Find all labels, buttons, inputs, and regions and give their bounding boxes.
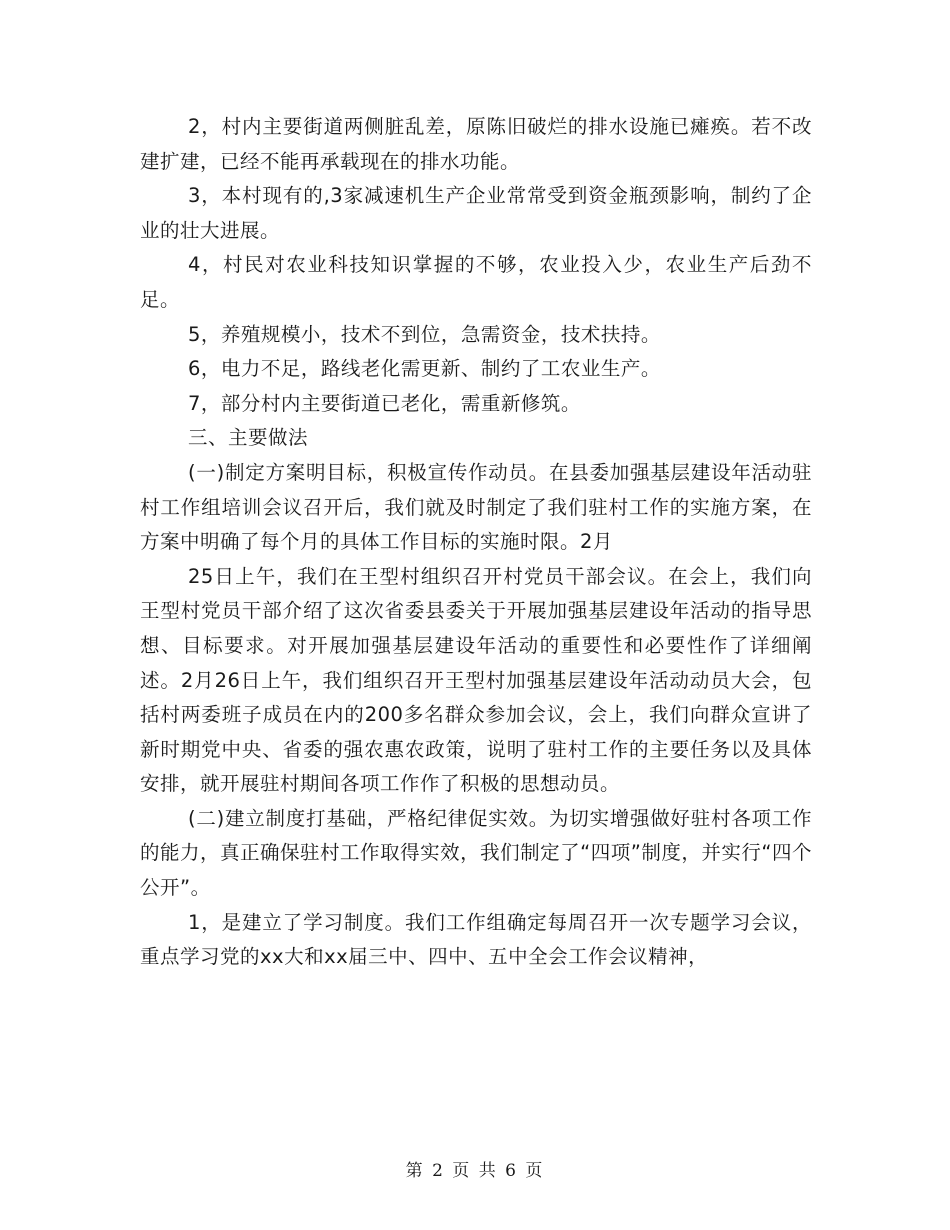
document-body bbox=[140, 110, 812, 975]
paragraph-issue-7: 7，部分村内主要街道已老化，需重新修筑。 bbox=[188, 391, 581, 415]
paragraph-practice-1: (一)制定方案明目标，积极宣传作动员。在县委加强基层建设年活动驻村工作组培训会议召开后，我们就及时制定了我们驻村工作的实施方案，在方案中明确了每个月的具体工作目标的实施时限。2月 bbox=[140, 460, 812, 554]
page-number-footer: 第 2 页 共 6 页 bbox=[405, 1161, 545, 1181]
paragraph-issue-5: 5，养殖规模小，技术不到位，急需资金，技术扶持。 bbox=[188, 322, 661, 346]
paragraph-practice-1-continued: 25日上午，我们在王型村组织召开村党员干部会议。在会上，我们向王型村党员干部介绍了这次省委县委关于开展加强基层建设年活动的指导思想、目标要求。对开展加强基层建设年活动的重要性和必要性作了详细阐述。2月26日上午，我们组织召开王型村加强基层建设年活动动员大会，包括村两委班子成员在内的200多名群众参加会议，会上，我们向群众宣讲了新时期党中央、省委的强农惠农政策，说明了驻村工作的主要任务以及具体安排，就开展驻村期间各项工作作了积极的思想动员。 bbox=[140, 564, 812, 796]
paragraph-study-system: 1，是建立了学习制度。我们工作组确定每周召开一次专题学习会议，重点学习党的xx大和xx届三中、四中、五中全会工作会议精神， bbox=[140, 910, 812, 969]
paragraph-issue-4: 4，村民对农业科技知识掌握的不够，农业投入少，农业生产后劲不足。 bbox=[140, 253, 812, 311]
paragraph-issue-6: 6，电力不足，路线老化需更新、制约了工农业生产。 bbox=[188, 357, 661, 381]
paragraph-practice-2: (二)建立制度打基础，严格纪律促实效。为切实增强做好驻村各项工作的能力，真正确保驻村工作取得实效，我们制定了“四项”制度，并实行“四个公开”。 bbox=[140, 806, 812, 900]
section-heading-main-practices: 三、主要做法 bbox=[188, 426, 309, 450]
paragraph-issue-2: 2，村内主要街道两侧脏乱差，原陈旧破烂的排水设施已瘫痪。若不改建扩建，已经不能再承载现在的排水功能。 bbox=[140, 115, 812, 173]
paragraph-issue-3: 3，本村现有的,3家减速机生产企业常常受到资金瓶颈影响，制约了企业的壮大进展。 bbox=[140, 184, 812, 242]
